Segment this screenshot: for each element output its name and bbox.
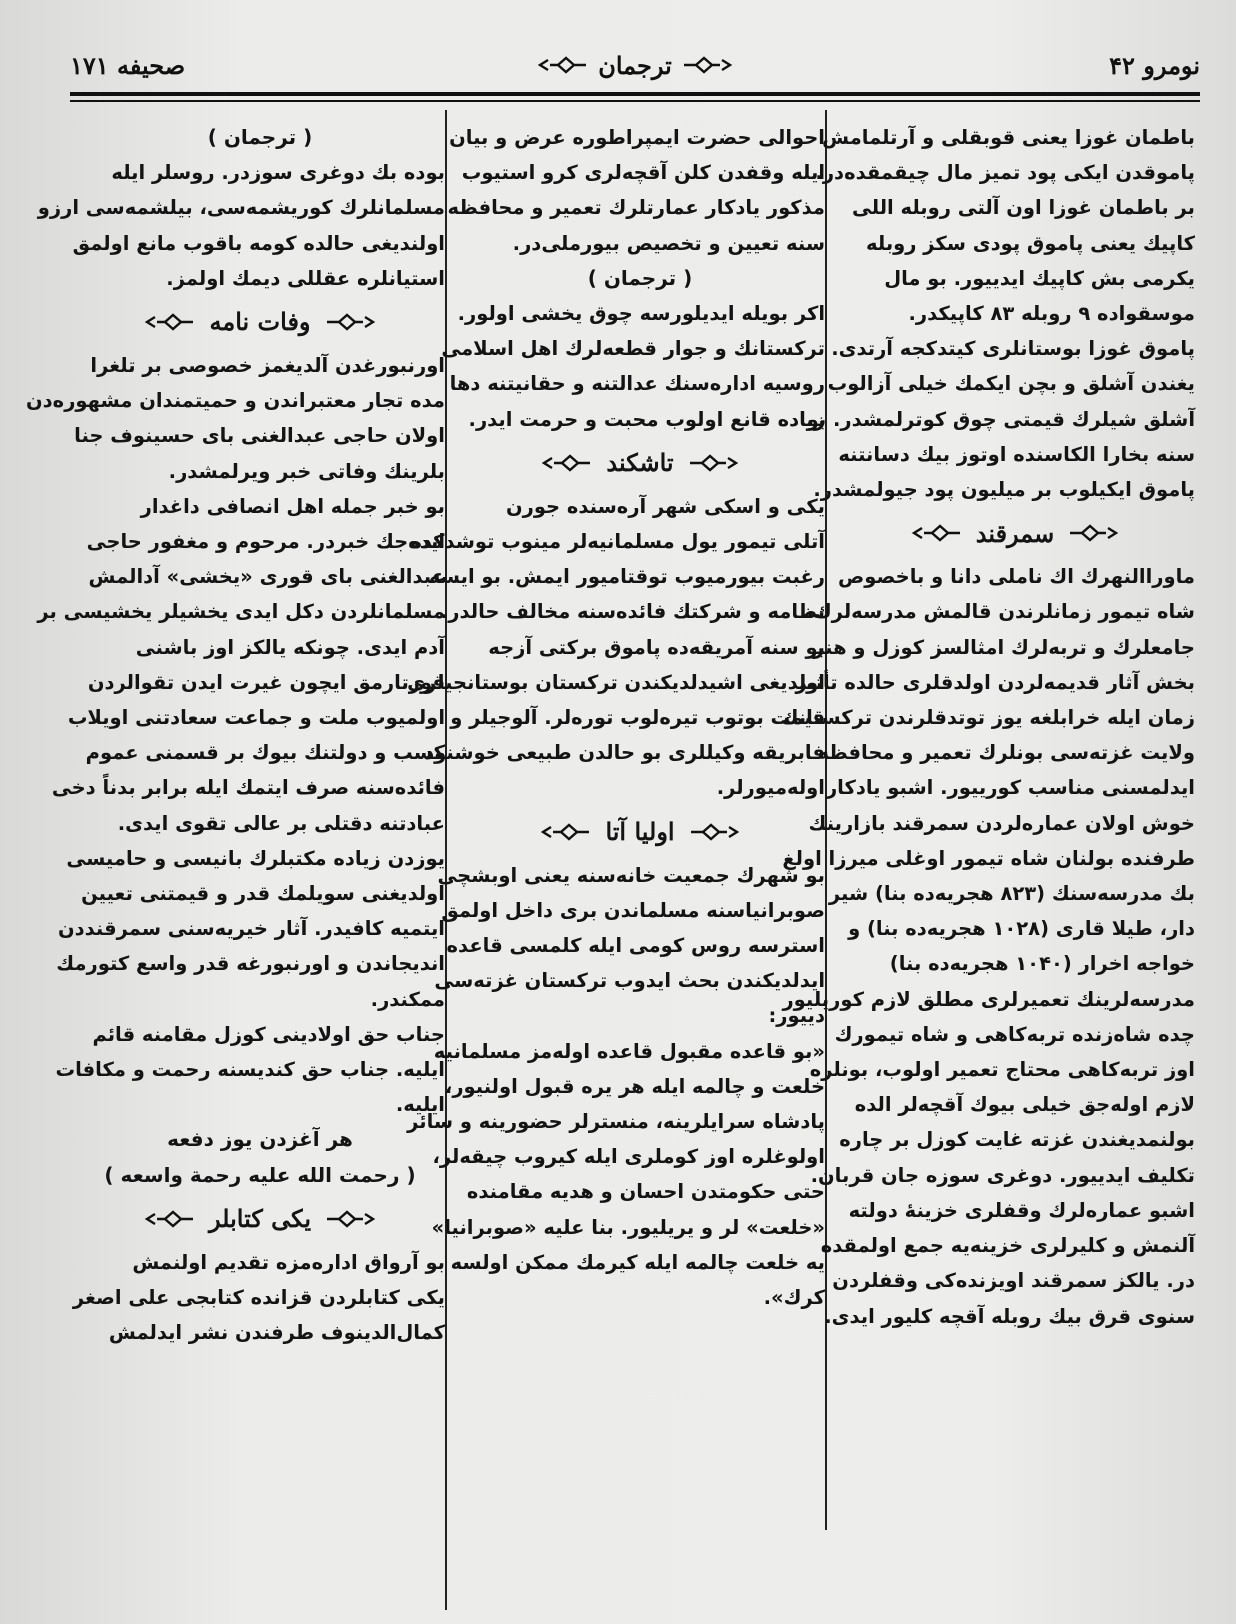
text-line: عبادتنه دقتلی بر عالی تقوی ایدی. <box>117 811 445 835</box>
text-line: کسب و دولتنك بیوك بر قسمنی عموم <box>85 741 445 765</box>
text-line: اولمیوب ملت و جماعت سعادتنی اویلاب <box>67 706 445 730</box>
text-line: پاموقدن ایکی پود تمیز مال چیقمقده‌در. <box>815 161 1195 185</box>
ornament-icon <box>682 54 736 76</box>
section-heading-samarkand <box>835 507 1195 559</box>
text-line: بولنمدیغندن غزته غایت کوزل بر چاره <box>839 1128 1195 1152</box>
text-line: دییور: <box>768 1004 825 1028</box>
ornament-icon <box>688 452 742 474</box>
text-line: فابریقه وکیللری بو حالدن طبیعی خوشنود <box>424 741 825 765</box>
paragraph <box>815 120 1195 331</box>
text-line: کاپیك یعنی پاموق پودی سکز روبله <box>866 231 1195 255</box>
section-heading-obituary <box>75 296 445 348</box>
heading-text: وفات نامه <box>209 307 311 337</box>
text-line: ایدلمسنی مناسب کورییور. اشبو یادکار <box>825 776 1195 800</box>
ornament-icon <box>534 54 588 76</box>
text-line: ایله وقفدن کلن آقچه‌لری کرو استیوب <box>461 161 825 185</box>
text-line: مده تجار معتبراندن و حمیتمندان مشهوره‌دن <box>26 389 445 413</box>
text-line: «بو قاعده مقبول قاعده اوله‌مز مسلمانیه <box>433 1039 825 1063</box>
text-line: سنه تعیین و تخصیص بیورملی‌در. <box>512 231 825 255</box>
text-line: پادشاه سرایلرینه، منسترلر حضورینه و سائر <box>407 1110 825 1134</box>
ornament-icon <box>537 821 591 843</box>
text-line: قیمت بوتوب تیره‌لوب تورەلر. آلوجیلر و <box>450 706 825 730</box>
heading-text: یکی کتابلر <box>208 1204 312 1234</box>
text-line: اولان حاجی عبدالغنی بای حسینوف جنا <box>74 424 445 448</box>
text-line: بلرینك وفاتی خبر ویرلمشدر. <box>168 459 445 483</box>
text-line: بو شهرك جمعیت خانه‌سنه یعنی اوبشچی <box>437 863 825 887</box>
text-line: عبدالغنی بای قوری «یخشی» آدالمش <box>88 565 445 589</box>
paragraph <box>26 348 445 489</box>
text-line: روسیه اداره‌سنك عدالتنه و حقانیتنه دها <box>449 372 825 396</box>
paragraph <box>407 489 825 806</box>
paragraph <box>55 1017 445 1123</box>
text-line: اوله‌میورلر. <box>716 776 825 800</box>
text-line: اندیجاندن و اورنبورغه قدر واسع کتورمك <box>56 952 445 976</box>
text-line: یغندن آشلق و بچن ایکمك خیلی آزالوب <box>827 372 1195 396</box>
masthead-title: ترجمان <box>598 50 672 80</box>
text-line: باطمان غوزا یعنی قوبقلی و آرتلمامش <box>822 126 1195 149</box>
section-heading-tashkent <box>455 437 825 489</box>
text-line: پاموق ایکیلوب بر میلیون پود جیولمشدر. <box>813 478 1195 502</box>
text-line: خلعت و چالمه ایله هر یره قبول اولنیور، <box>444 1074 825 1098</box>
paragraph <box>72 1245 445 1351</box>
ornament-icon <box>325 311 379 333</box>
text-line: در. یالکز سمرقند اویزنده‌کی وقفلردن <box>832 1269 1195 1293</box>
masthead <box>534 51 736 80</box>
text-line: اشبو عماره‌لرك وقفلری خزینهٔ دولته <box>848 1198 1195 1222</box>
text-line: پاموق غوزا بوستانلری کیتدکجه آرتدی. <box>831 337 1195 361</box>
text-line: حتی حکومتدن احسان و هدیه مقامنده <box>466 1180 825 1204</box>
ornament-icon <box>538 452 592 474</box>
text-line: اکر بویله ایدیلورسه چوق یخشی اولور. <box>457 302 825 326</box>
text-line: ولایت غزته‌سی بونلرك تعمیر و محافظه <box>817 741 1195 765</box>
paragraph <box>37 489 445 841</box>
paragraph <box>37 155 445 296</box>
text-line: بخش آثار قدیمه‌لردن اولدقلری حالده تأثیر <box>795 670 1195 694</box>
text-line: ایتمیه کافیدر. آثار خیریه‌سنی سمرقنددن <box>57 917 445 941</box>
text-line: ماوراالنهرك اك ناملی دانا و باخصوص <box>838 565 1195 589</box>
ornament-icon <box>689 821 743 843</box>
text-line: رغبت بیورمیوب توقتامیور ایمش. بو ایسه <box>428 565 825 589</box>
text-line: بو آرواق اداره‌مزه تقدیم اولنمش <box>132 1250 445 1274</box>
text-line: زمان ایله خرابلغه یوز توتدقلرندن ترکستانك <box>780 706 1195 730</box>
text-line: یکی و اسکی شهر آره‌سنده جورن <box>505 494 825 518</box>
text-line: مذکور یادکار عمارتلرك تعمیر و محافظه <box>447 196 825 220</box>
text-line: اولدیغنی سویلمك قدر و قیمتنی تعیین <box>81 882 445 906</box>
text-line: لازم اوله‌جق خیلی بیوك آقچه‌لر الده <box>854 1093 1195 1117</box>
text-line: مدرسه‌لرینك تعمیرلری مطلق لازم کوریلیور <box>782 987 1195 1011</box>
text-line: یکی کتابلردن قزانده کتابجی علی اصغر <box>72 1286 445 1310</box>
text-line: «خلعت» لر و یریلیور. بنا علیه «صوبرانیا» <box>431 1215 825 1239</box>
heading-text: تاشکند <box>606 448 674 478</box>
source-tag: ( ترجمان ) <box>207 125 313 149</box>
issue-number: نومرو ۴۲ <box>1109 50 1200 80</box>
text-line: آتلی تیمور یول مسلمانیه‌لر مینوب توشدکده <box>410 530 825 554</box>
text-line: احوالی حضرت ایمپراطوره عرض و بیان <box>449 126 825 149</box>
text-line: مسلمانلردن دکل ایدی یخشیلر یخشیسی بر <box>37 600 445 624</box>
text-line: دار، طیلا قاری (۱۰۲۸ هجریه‌ده بنا) و <box>848 917 1195 941</box>
text-line: اورنبورغدن آلدیغمز خصوصی بر تلغرا <box>90 354 445 378</box>
ornament-icon <box>1068 522 1122 544</box>
ornament-icon <box>141 311 195 333</box>
paragraph <box>56 841 445 1017</box>
text-line: چده شاه‌زنده تربه‌کاهی و شاه تیمورك <box>834 1022 1195 1046</box>
text-line: ایلیه. جناب حق کندیسنه رحمت و مکافات <box>55 1058 445 1082</box>
text-line: ممکندر. <box>370 987 445 1011</box>
text-line: ایدلدیکندن بحث ایدوب ترکستان غزته‌سی <box>434 969 825 993</box>
text-line: بو خبر جمله اهل انصافی داغدار <box>140 494 445 518</box>
text-line: سنه بخارا الکاسنده اوتوز بیك دسانتنه <box>838 442 1195 466</box>
closing-line: هر آغزدن یوز دفعه <box>167 1127 353 1152</box>
text-line: اولندیغی حالده کومه باقوب مانع اولمق <box>72 231 445 255</box>
text-line: صوبرانیاسنه مسلماندن بری داخل اولمق <box>441 898 825 922</box>
text-line: اولدیغی اشیدلدیکندن ترکستان بوستانجیلری <box>407 670 825 694</box>
text-line: ایلیه. <box>395 1093 445 1117</box>
text-line: مسلمانلرك کوریشمه‌سی، بیلشمه‌سی ارزو <box>37 196 445 220</box>
text-line: نظامه و شرکتك فائده‌سنه مخالف حالدر. <box>440 600 825 624</box>
heading-text: سمرقند <box>975 518 1055 548</box>
page-header <box>70 40 1200 90</box>
text-line: استرسه روس کومی ایله کلمسی قاعده <box>446 934 825 958</box>
header-rule-thin <box>70 100 1200 102</box>
text-line: زیاده قانع اولوب محبت و حرمت ایدر. <box>468 407 825 431</box>
text-line: بك مدرسه‌سنك (۸۲۳ هجریه‌ده بنا) شیر <box>828 882 1195 906</box>
ornament-icon <box>908 522 962 544</box>
left-column <box>26 120 445 1351</box>
text-line: یوزدن زیاده مکتبلرك بانیسی و حامیسی <box>66 846 445 870</box>
ornament-icon <box>141 1208 195 1230</box>
text-line: فائده‌سنه صرف ایتمك ایله برابر بدناً دخی <box>51 776 445 800</box>
text-line: خواجه اخرار (۱۰۴۰ هجریه‌ده بنا) <box>889 952 1195 976</box>
paragraph <box>441 296 825 437</box>
text-line: خوش اولان عماره‌لردن سمرقند بازارینك <box>808 811 1195 835</box>
text-line: سنوی قرق بیك روبله آقچه کلیور ایدی. <box>824 1304 1195 1328</box>
text-line: یه خلعت چالمه ایله کیرمك ممکن اولسه <box>450 1250 825 1274</box>
text-line: آلنمش و کلیرلری خزینه‌یه جمع اولمقده <box>820 1234 1195 1258</box>
heading-text: اولیا آتا <box>605 817 675 847</box>
ornament-icon <box>325 1208 379 1230</box>
text-line: اولوغلره اوز کوملری ایله کیروب چیقه‌لر، <box>432 1145 825 1169</box>
section-heading-new-books <box>75 1193 445 1245</box>
text-line: یکرمی بش کاپیك ایدییور. بو مال <box>884 266 1195 290</box>
text-line: کمال‌الدینوف طرفندن نشر ایدلمش <box>108 1321 445 1345</box>
text-line: شاه تیمور زمانلرندن قالمش مدرسه‌لرك، <box>806 600 1195 624</box>
text-line: اوز تربه‌کاهی محتاج تعمیر اولوب، بونلره <box>809 1058 1195 1082</box>
paragraph <box>434 858 825 1034</box>
text-line: بو سنه آمریقه‌ده پاموق برکتی آزجه <box>488 635 825 659</box>
text-line: جناب حق اولادینی کوزل مقامنه قائم <box>92 1022 445 1046</box>
text-line: آشلق شیلرك قیمتی چوق کوترلمشدر. بو <box>806 407 1195 431</box>
header-rule <box>70 92 1200 96</box>
text-line: جامعلرك و تربه‌لرك امثالسز کوزل و هنر <box>813 635 1195 659</box>
text-line: موسقواده ۹ روبله ۸۳ کاپیکدر. <box>908 302 1195 326</box>
section-heading-auliya-ata <box>455 806 825 858</box>
text-line: بر باطمان غوزا اون آلتی روبله اللی <box>852 196 1195 220</box>
text-line: ایده‌جك خبردر. مرحوم و مغفور حاجی <box>86 530 445 554</box>
text-line: طرفنده بولنان شاه تیمور اوغلی میرزا اولغ <box>782 846 1195 870</box>
text-line: ترکستانك و جوار قطعه‌لرك اهل اسلامی <box>441 337 825 361</box>
text-line: کرك». <box>763 1286 825 1310</box>
page-number: صحیفه ۱۷۱ <box>70 50 186 80</box>
paragraph <box>806 331 1195 507</box>
text-line: قورتارمق ایچون غیرت ایدن تقوالردن <box>87 670 445 694</box>
source-tag: ( ترجمان ) <box>587 265 693 290</box>
paragraph <box>447 120 825 261</box>
text-line: آدم ایدی. چونکه یالکز اوز باشنی <box>135 635 445 659</box>
text-line: تکلیف ایدییور. دوغری سوزه جان قربان. <box>810 1163 1195 1187</box>
closing-prayer: ( رحمت الله علیه رحمة واسعه ) <box>104 1162 416 1187</box>
text-line: بوده بك دوغری سوزدر. روسلر ایله <box>111 161 445 185</box>
text-line: استیانلره عقللی دیمك اولمز. <box>166 266 445 290</box>
